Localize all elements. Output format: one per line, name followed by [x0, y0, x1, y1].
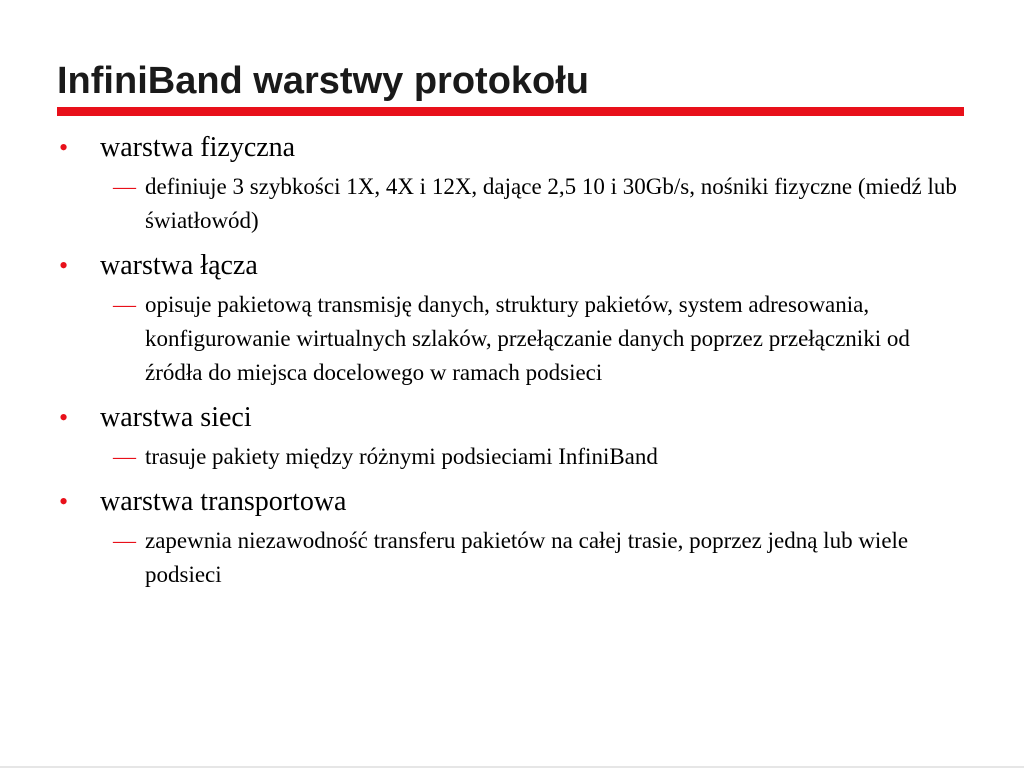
dash-icon: —	[113, 174, 136, 199]
section-link-layer	[57, 248, 957, 390]
section-physical-layer	[57, 130, 957, 238]
section-transport-layer	[57, 484, 957, 592]
sub-item	[57, 288, 957, 390]
sub-item-text: definiuje 3 szybkości 1X, 4X i 12X, dające 2,5 10 i 30Gb/s, nośniki fizyczne (miedź lub światłowód)	[145, 174, 957, 233]
sub-item-text: opisuje pakietową transmisję danych, struktury pakietów, system adresowania, konfigurowanie wirtualnych szlaków, przełączanie danych poprzez przełączniki od źródła do miejsca docelowego w ramach podsieci	[145, 292, 910, 385]
bullet-dot-icon: •	[59, 403, 69, 432]
bullet-dot-icon: •	[59, 133, 69, 162]
bullet-item	[57, 130, 957, 166]
bullet-heading: warstwa transportowa	[100, 486, 347, 517]
dash-icon: —	[113, 528, 136, 553]
bullet-heading: warstwa fizyczna	[100, 132, 296, 163]
sub-item-text: zapewnia niezawodność transferu pakietów na całej trasie, poprzez jedną lub wiele podsieci	[145, 528, 909, 587]
sub-item-text: trasuje pakiety między różnymi podsieciami InfiniBand	[145, 444, 658, 469]
bullet-item	[57, 484, 957, 520]
sub-item	[57, 170, 957, 238]
slide-title: InfiniBand warstwy protokołu	[57, 60, 590, 102]
sub-item	[57, 440, 957, 474]
bullet-heading: warstwa sieci	[100, 402, 252, 433]
slide-content	[57, 130, 957, 602]
title-underline	[57, 107, 964, 116]
dash-icon: —	[113, 292, 136, 317]
sub-item	[57, 524, 957, 592]
bullet-dot-icon: •	[59, 251, 69, 280]
bullet-dot-icon: •	[59, 487, 69, 516]
dash-icon: —	[113, 444, 136, 469]
bullet-item	[57, 248, 957, 284]
bullet-heading: warstwa łącza	[100, 250, 258, 281]
bullet-item	[57, 400, 957, 436]
section-network-layer	[57, 400, 957, 474]
